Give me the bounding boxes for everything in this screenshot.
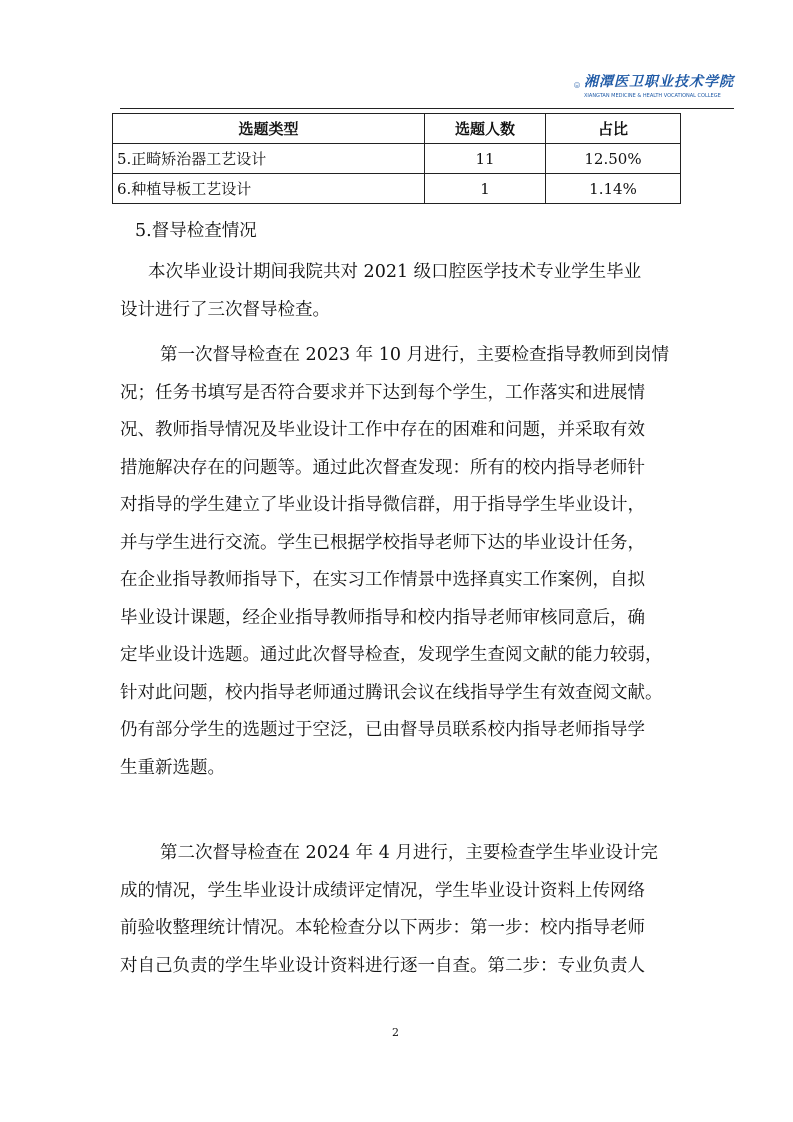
table-row (113, 144, 681, 174)
first-inspection-paragraph (120, 337, 680, 787)
text-line: 生重新选题。 (120, 757, 225, 778)
text-line: 对自己负责的学生毕业设计资料进行逐一自查。第二步：专业负责人 (120, 955, 645, 976)
text-line: 仍有部分学生的选题过于空泛，已由督导员联系校内指导老师指导学 (120, 720, 645, 740)
text-line: 毕业设计课题，经企业指导教师指导和校内指导老师审核同意后，确 (120, 607, 645, 628)
text-line: 在企业指导教师指导下，在实习工作情景中选择真实工作案例，自拟 (120, 570, 645, 590)
topic-statistics-table (112, 113, 681, 204)
table-cell: 1 (425, 174, 546, 204)
college-emblem-icon (574, 67, 580, 103)
section-heading: 5.督导检查情况 (135, 221, 257, 241)
text-line: 第一次督导检查在 2023 年 10 月进行，主要检查指导教师到岗情 (160, 345, 670, 365)
table-row (113, 174, 681, 204)
text-line: 对指导的学生建立了毕业设计指导微信群，用于指导学生毕业设计， (120, 495, 645, 515)
second-inspection-paragraph (120, 835, 680, 985)
table-cell: 12.50% (546, 144, 681, 174)
text-line: 成的情况，学生毕业设计成绩评定情况，学生毕业设计资料上传网络 (120, 880, 645, 901)
table-cell: 6.种植导板工艺设计 (113, 174, 425, 204)
text-line: 并与学生进行交流。学生已根据学校指导老师下达的毕业设计任务， (120, 532, 645, 553)
logo-chinese-name: 湘潭医卫职业技术学院 (584, 74, 734, 90)
column-header-percentage: 占比 (546, 114, 681, 144)
column-header-student-count: 选题人数 (425, 114, 546, 144)
column-header-topic-type: 选题类型 (113, 114, 425, 144)
logo-english-name: XIANGTAN MEDICINE & HEALTH VOCATIONAL COLLEGE (584, 93, 721, 99)
page-number: 2 (392, 1026, 399, 1039)
text-line: 况、教师指导情况及毕业设计工作中存在的困难和问题，并采取有效 (120, 420, 645, 440)
college-logo (574, 64, 734, 106)
intro-paragraph (120, 254, 680, 329)
text-line: 定毕业设计选题。通过此次督导检查，发现学生查阅文献的能力较弱， (120, 645, 663, 665)
table-cell: 5.正畸矫治器工艺设计 (113, 144, 425, 174)
text-line: 第二次督导检查在 2024 年 4 月进行，主要检查学生毕业设计完 (160, 843, 658, 863)
text-line: 前验收整理统计情况。本轮检查分以下两步：第一步：校内指导老师 (120, 918, 645, 938)
text-line: 况；任务书填写是否符合要求并下达到每个学生，工作落实和进展情 (120, 382, 645, 403)
text-line: 设计进行了三次督导检查。 (120, 299, 330, 320)
table-cell: 1.14% (546, 174, 681, 204)
table-header-row (113, 114, 681, 144)
text-line: 针对此问题，校内指导老师通过腾讯会议在线指导学生有效查阅文献。 (120, 682, 663, 703)
table-cell: 11 (425, 144, 546, 174)
text-line: 本次毕业设计期间我院共对 2021 级口腔医学技术专业学生毕业 (148, 262, 642, 282)
header-divider (120, 108, 734, 109)
text-line: 措施解决存在的问题等。通过此次督查发现：所有的校内指导老师针 (120, 457, 645, 478)
